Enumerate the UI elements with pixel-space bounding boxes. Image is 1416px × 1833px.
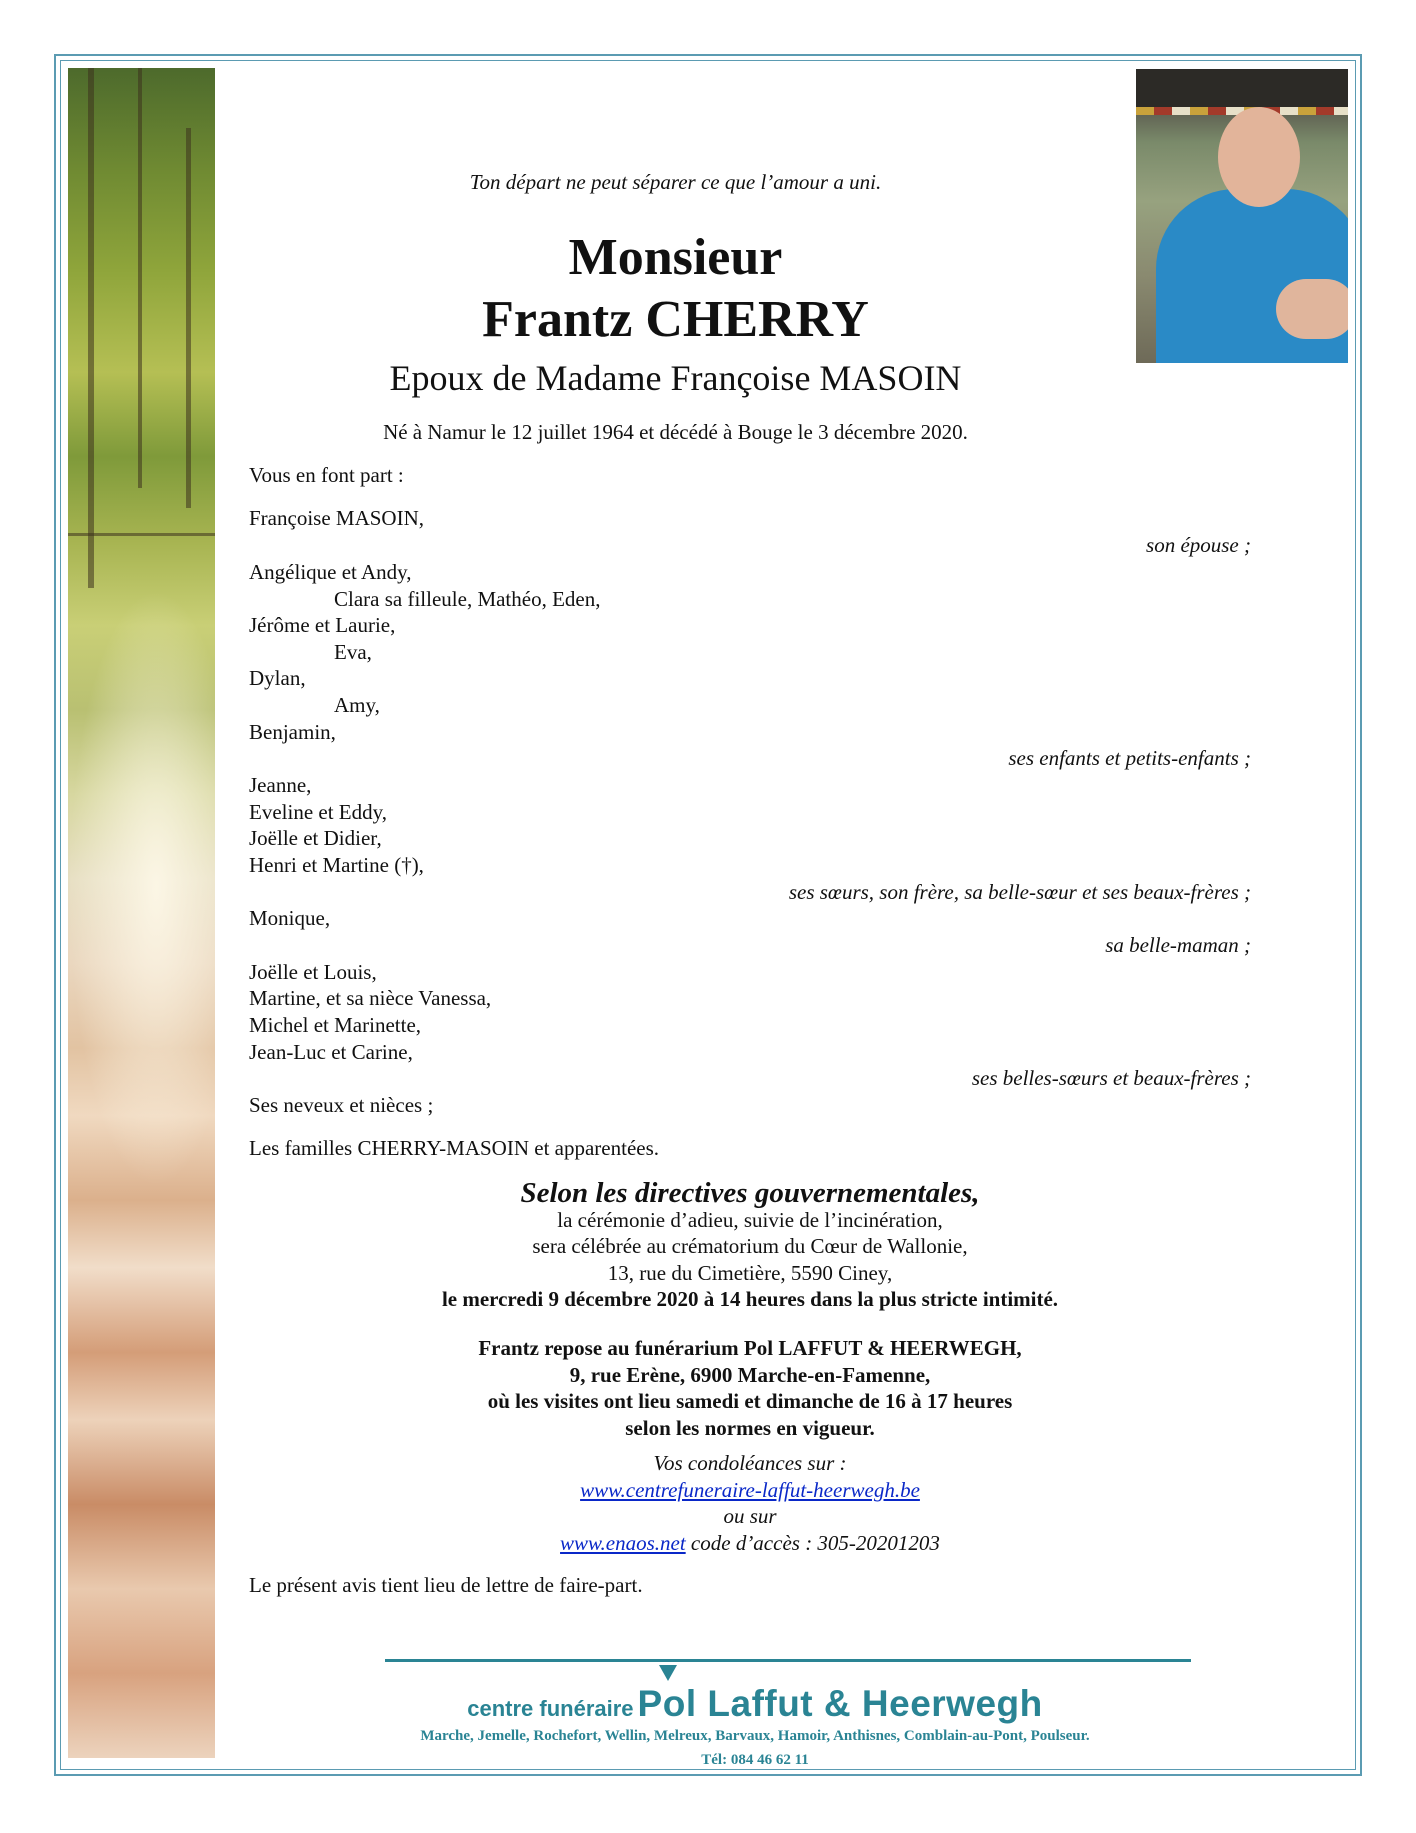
relation-label: son épouse ; (1146, 533, 1251, 557)
family-line: Clara sa filleule, Mathéo, Eden, (334, 587, 601, 611)
family-line: Benjamin, (249, 720, 336, 744)
footer-towns: Marche, Jemelle, Rochefort, Wellin, Melreux, Barvaux, Hamoir, Anthisnes, Comblain-au-Pont, Poulseur. (420, 1728, 1090, 1744)
ceremony-line: la cérémonie d’adieu, suivie de l’incinération, (557, 1207, 943, 1232)
footer-triangle-icon (659, 1665, 677, 1681)
condolences-label: Vos condoléances sur : (653, 1451, 847, 1475)
deceased-portrait-photo (1136, 69, 1348, 363)
family-line: Dylan, (249, 666, 306, 690)
visitation-line: 9, rue Erène, 6900 Marche-en-Famenne, (569, 1362, 931, 1387)
family-line: Françoise MASOIN, (249, 506, 424, 530)
birth-death-line: Né à Namur le 12 juillet 1964 et décédé à Bouge le 3 décembre 2020. (383, 420, 968, 444)
ceremony-line: 13, rue du Cimetière, 5590 Ciney, (607, 1260, 893, 1285)
visitation-line: selon les normes en vigueur. (625, 1415, 875, 1440)
family-line: Joëlle et Louis, (249, 960, 377, 984)
family-line: Michel et Marinette, (249, 1013, 422, 1037)
family-line: Angélique et Andy, (249, 560, 412, 584)
deceased-name: Frantz CHERRY (482, 291, 869, 348)
relation-label: sa belle-maman ; (1105, 933, 1251, 957)
family-line: Eva, (334, 640, 372, 664)
ceremony-date: le mercredi 9 décembre 2020 à 14 heures dans la plus stricte intimité. (441, 1287, 1059, 1311)
family-line: Eveline et Eddy, (249, 800, 388, 824)
forest-path-image (68, 68, 215, 1758)
relation-label: ses enfants et petits-enfants ; (1008, 746, 1251, 770)
spouse-line: Epoux de Madame Françoise MASOIN (389, 358, 962, 398)
family-intro: Vous en font part : (249, 463, 404, 487)
family-line: Jeanne, (249, 773, 312, 797)
relation-label: ses belles-sœurs et beaux-frères ; (971, 1066, 1251, 1090)
family-line: Martine, et sa nièce Vanessa, (249, 986, 492, 1010)
funeral-home-logo (215, 1683, 1295, 1725)
family-line: Jérôme et Laurie, (249, 613, 396, 637)
visitation-line: Frantz repose au funérarium Pol LAFFUT & HEERWEGH, (478, 1336, 1022, 1360)
logo-small-text: centre funéraire (467, 1696, 634, 1721)
family-line: Henri et Martine (†), (249, 853, 424, 877)
logo-big-text: Pol Laffut & Heerwegh (637, 1683, 1043, 1724)
visitation-line: où les visites ont lieu samedi et dimanche de 16 à 17 heures (487, 1389, 1013, 1413)
condolences-block (215, 1450, 1285, 1556)
epitaph-quote: Ton départ ne peut séparer ce que l’amour a uni. (469, 170, 882, 194)
honorific-title: Monsieur (568, 229, 783, 286)
ceremony-line: sera célébrée au crématorium du Cœur de Wallonie, (532, 1234, 968, 1258)
condolences-or: ou sur (723, 1504, 777, 1528)
access-code: code d’accès : 305-20201203 (690, 1530, 940, 1555)
ceremony-block (215, 1177, 1285, 1313)
enaos-link[interactable]: www.enaos.net (560, 1530, 686, 1555)
visitation-block (215, 1335, 1285, 1441)
family-line: Amy, (334, 693, 380, 717)
footer-phone: Tél: 084 46 62 11 (701, 1752, 809, 1768)
funeral-home-link[interactable]: www.centrefuneraire-laffut-heerwegh.be (580, 1477, 920, 1502)
relation-label: ses sœurs, son frère, sa belle-sœur et ses beaux-frères ; (788, 880, 1251, 904)
families-line: Les familles CHERRY-MASOIN et apparentées. (249, 1136, 660, 1160)
family-line: Monique, (249, 906, 331, 930)
footer-divider (385, 1659, 1191, 1662)
nephews-line: Ses neveux et nièces ; (249, 1093, 434, 1117)
ceremony-heading: Selon les directives gouvernementales, (520, 1177, 980, 1209)
family-line: Joëlle et Didier, (249, 826, 382, 850)
notice-line: Le présent avis tient lieu de lettre de faire-part. (249, 1573, 643, 1597)
family-line: Jean-Luc et Carine, (249, 1040, 413, 1064)
